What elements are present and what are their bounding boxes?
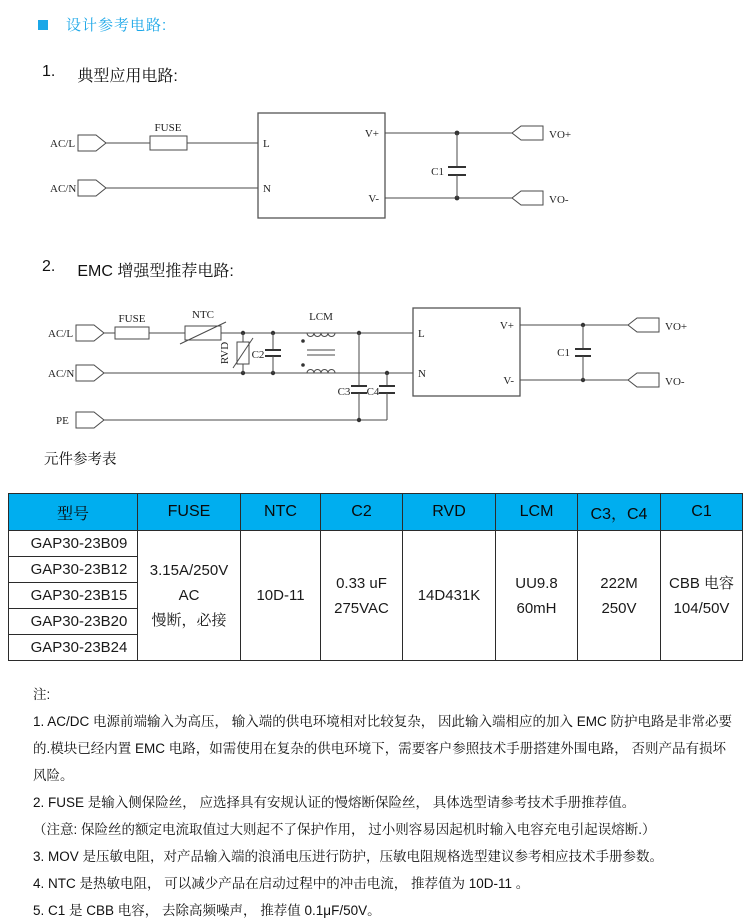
c2-label: C2 (251, 349, 265, 361)
emc-enhanced-circuit-diagram (0, 298, 750, 443)
typical-application-circuit-diagram (0, 95, 750, 245)
fuse-value-line: 3.15A/250V (149, 562, 229, 579)
vo-plus-connector (512, 126, 543, 140)
c1-value-line: CBB 电容 (668, 574, 734, 592)
model-cell: GAP30-23B09 (9, 531, 138, 557)
ac-l-connector (76, 325, 104, 341)
fuse-label: FUSE (118, 313, 146, 325)
fuse-value-cell (138, 531, 241, 661)
pin-n-label: N (263, 183, 271, 195)
vo-plus-label: VO+ (549, 129, 572, 141)
c4-label: C4 (366, 386, 380, 398)
pin-l-label: L (263, 138, 270, 150)
fuse-symbol (150, 136, 187, 150)
vo-plus-connector (628, 318, 659, 332)
ac-n-connector (78, 180, 106, 196)
junction-dot (357, 418, 361, 422)
c3-label: C3 (337, 386, 351, 398)
lcm-value-line: 60mH (516, 599, 557, 617)
c3c4-value-line: 250V (601, 599, 637, 617)
c1-label: C1 (431, 166, 444, 178)
column-header-fuse: FUSE (138, 494, 241, 531)
lcm-bottom-coil (307, 370, 335, 374)
lcm-value-cell (496, 531, 578, 661)
c2-value-cell (321, 531, 403, 661)
notes-section (33, 681, 733, 924)
v-minus-label: V- (503, 375, 514, 387)
page-title: 设计参考电路: (66, 17, 168, 34)
pe-label: PE (56, 415, 69, 427)
c1-value-line: 104/50V (673, 599, 730, 617)
lcm-polarity-dot (301, 363, 305, 367)
note-item-2: 2. FUSE 是输入侧保险丝， 应选择具有安规认证的慢熔断保险丝， 具体选型请参考技术手册推荐值。 (33, 795, 636, 810)
ac-n-label: AC/N (48, 368, 75, 380)
table-header-row (9, 494, 743, 531)
section2-number: 2. (42, 258, 56, 275)
pin-n-label: N (418, 368, 426, 380)
ntc-label: NTC (192, 309, 214, 321)
model-cell: GAP30-23B20 (9, 609, 138, 635)
notes-title: 注: (33, 687, 51, 702)
vo-minus-connector (512, 191, 543, 205)
section1-title: 典型应用电路: (77, 68, 178, 85)
column-header-rvd: RVD (403, 494, 496, 531)
vo-minus-label: VO- (549, 194, 569, 206)
section1-heading (42, 63, 178, 86)
fuse-value-line: 慢断，必接 (151, 612, 227, 629)
ac-l-label: AC/L (50, 138, 76, 150)
column-header-c2: C2 (321, 494, 403, 531)
vo-minus-label: VO- (665, 376, 685, 388)
lcm-value-line: UU9.8 (515, 574, 558, 592)
page-header (38, 14, 167, 35)
pe-connector (76, 412, 104, 428)
rvd-label: RVD (219, 341, 231, 365)
section2-title: EMC 增强型推荐电路: (77, 263, 234, 280)
model-cell: GAP30-23B24 (9, 635, 138, 661)
ac-l-connector (78, 135, 106, 151)
pin-l-label: L (418, 328, 425, 340)
model-cell: GAP30-23B15 (9, 583, 138, 609)
rvd-value-cell: 14D431K (403, 531, 496, 661)
ac-n-connector (76, 365, 104, 381)
column-header-c3c4: C3，C4 (578, 494, 661, 531)
note-item-2-caution: （注意: 保险丝的额定电流取值过大则起不了保护作用， 过小则容易因起机时输入电容充电引起误熔断.） (33, 822, 656, 837)
c1-value-cell (661, 531, 743, 661)
table-row (9, 531, 743, 557)
lcm-label: LCM (309, 311, 333, 323)
column-header-ntc: NTC (241, 494, 321, 531)
lcm-polarity-dot (301, 339, 305, 343)
c2-value-line: 0.33 uF (336, 574, 387, 592)
square-bullet-icon (38, 20, 48, 30)
c1-label: C1 (557, 347, 570, 359)
note-item-1: 1. AC/DC 电源前端输入为高压， 输入端的供电环境相对比较复杂， 因此输入端相应的加入 EMC 防护电路是非常必要的.模块已经内置 EMC 电路，如需使用在复杂的供电环境下，需要客户参照技术手册搭建外围电路， 否则产品有损坏风险。 (33, 714, 733, 783)
c2-value-line: 275VAC (334, 599, 389, 617)
column-header-lcm: LCM (496, 494, 578, 531)
table-caption: 元件参考表 (44, 452, 117, 468)
note-item-5: 5. C1 是 CBB 电容， 去除高频噪声， 推荐值 0.1μF/50V。 (33, 903, 381, 918)
ntc-value-cell: 10D-11 (241, 531, 321, 661)
column-header-c1: C1 (661, 494, 743, 531)
ac-n-label: AC/N (50, 183, 77, 195)
column-header-model: 型号 (9, 494, 138, 531)
note-item-3: 3. MOV 是压敏电阻，对产品输入端的浪涌电压进行防护，压敏电阻规格选型建议参考相应技术手册参数。 (33, 849, 664, 864)
v-plus-label: V+ (499, 320, 514, 332)
note-item-4: 4. NTC 是热敏电阻， 可以减少产品在启动过程中的冲击电流， 推荐值为 10D-11 。 (33, 876, 530, 891)
lcm-top-coil (307, 333, 335, 337)
c3c4-value-cell (578, 531, 661, 661)
vo-minus-connector (628, 373, 659, 387)
c3c4-value-line: 222M (600, 574, 638, 592)
model-cell: GAP30-23B12 (9, 557, 138, 583)
fuse-value-line: AC (178, 587, 200, 604)
section2-heading (42, 258, 234, 281)
section1-number: 1. (42, 63, 56, 80)
ac-l-label: AC/L (48, 328, 74, 340)
fuse-symbol (115, 327, 149, 339)
v-plus-label: V+ (364, 128, 379, 140)
v-minus-label: V- (368, 193, 379, 205)
vo-plus-label: VO+ (665, 321, 688, 333)
fuse-label: FUSE (154, 122, 182, 134)
component-reference-table (8, 493, 743, 661)
